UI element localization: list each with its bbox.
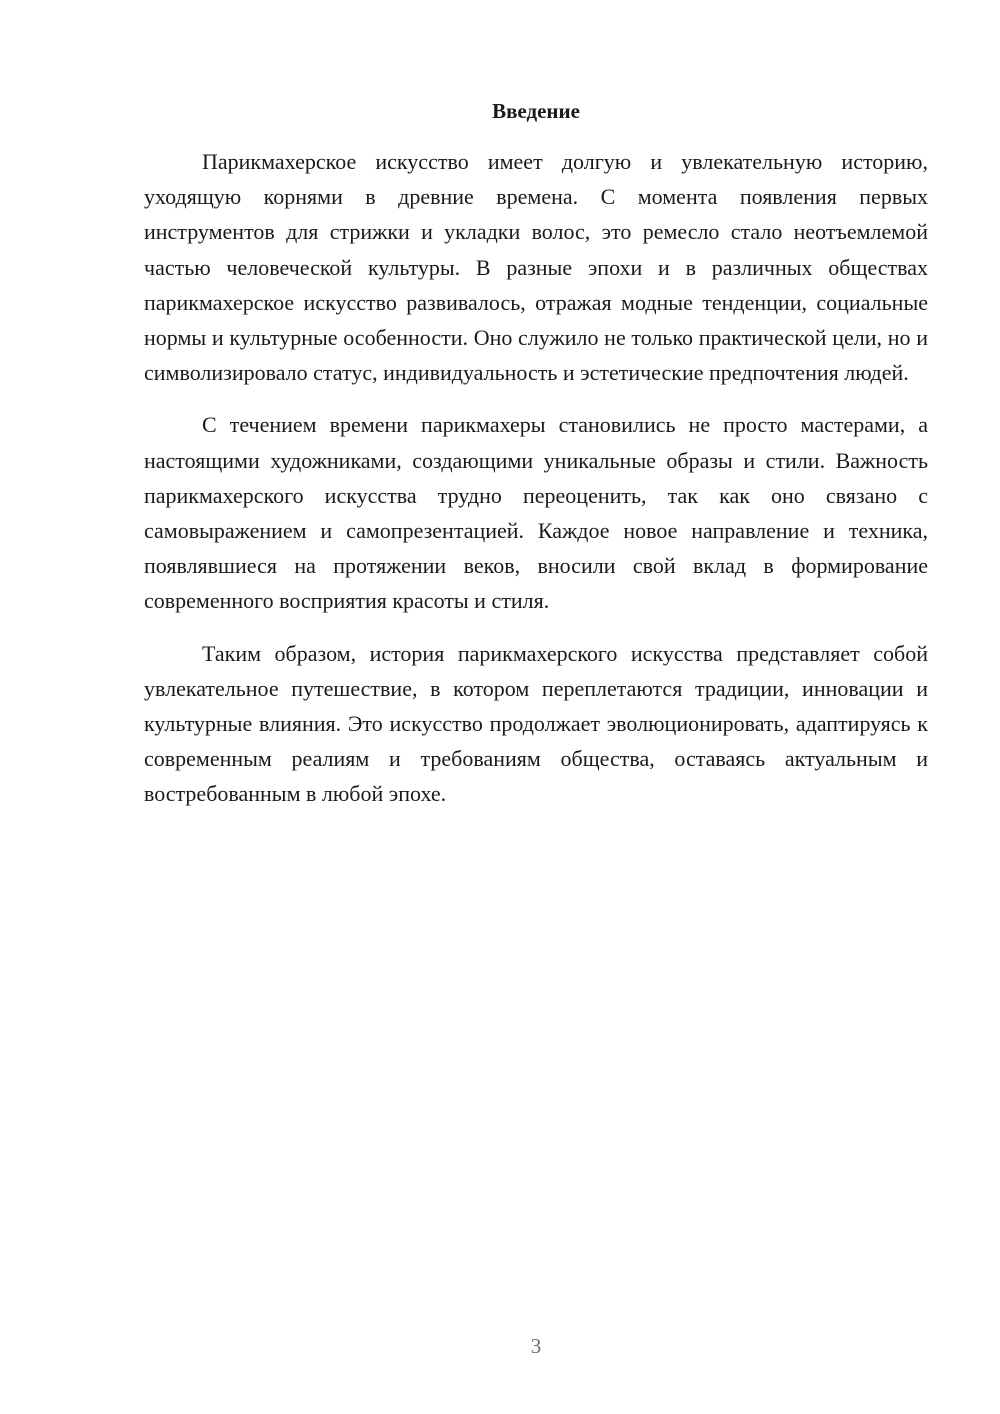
paragraph-1: Парикмахерское искусство имеет долгую и увлекательную историю, уходящую корнями в древние времена. С момента появления первых инструментов для стрижки и укладки волос, это ремесло стало неотъемлемой частью человеческой культуры. В разные эпохи и в различных обществах парикмахерское искусство развивалось, отражая модные тенденции, социальные нормы и культурные особенности. Оно служило не только практической цели, но и символизировало статус, индивидуальность и эстетические предпочтения людей. — [144, 149, 928, 386]
page-content — [144, 98, 928, 829]
paragraph-2: С течением времени парикмахеры становились не просто мастерами, а настоящими художниками, создающими уникальные образы и стили. Важность парикмахерского искусства трудно переоценить, так как оно связано с самовыражением и самопрезентацией. Каждое новое направление и техника, появлявшиеся на протяжении веков, вносили свой вклад в формирование современного восприятия красоты и стиля. — [144, 412, 928, 614]
section-title: Введение — [492, 99, 580, 123]
paragraph-3: Таким образом, история парикмахерского искусства представляет собой увлекательное путешествие, в котором переплетаются традиции, инновации и культурные влияния. Это искусство продолжает эволюционировать, адаптируясь к современным реалиям и требованиям общества, оставаясь актуальным и востребованным в любой эпохе. — [144, 640, 928, 807]
page-number: 3 — [530, 1334, 542, 1358]
